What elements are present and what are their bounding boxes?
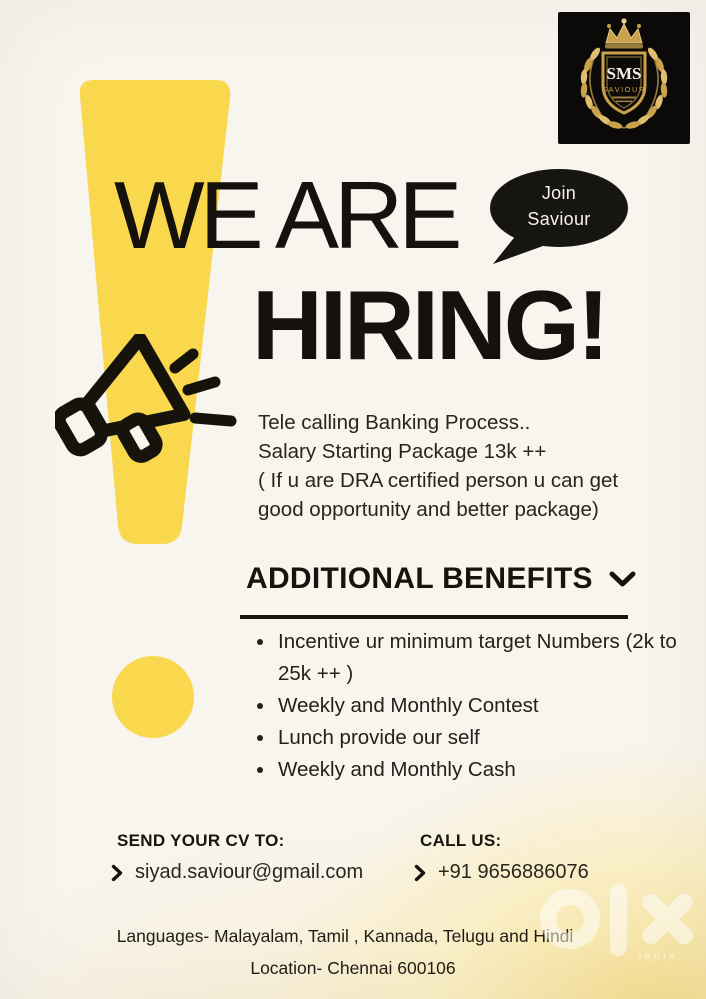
olx-watermark [540,884,705,964]
megaphone-icon [55,334,270,514]
olx-o-icon [540,889,600,949]
olx-x-icon [636,888,698,950]
cv-label: SEND YOUR CV TO: [117,831,285,850]
list-item: • Incentive ur minimum target Numbers (2k to 25k ++ ) [276,626,706,690]
exclamation-dot-shape [112,656,194,738]
benefits-list [252,626,706,786]
location-line: Location- Chennai 600106 [250,958,456,978]
bubble-line-2: Saviour [527,209,591,229]
headline-hiring: HIRING! [252,270,607,380]
languages-line: Languages- Malayalam, Tamil , Kannada, Telugu and Hindi [116,926,574,946]
headline-we-are: WE ARE [114,162,458,269]
intro-line: Tele calling Banking Process.. [258,411,531,434]
benefits-header [246,562,636,596]
sms-saviour-logo [558,12,690,144]
list-item: • Weekly and Monthly Contest [276,690,706,722]
intro-line: ( If u are DRA certified person u can get [258,469,619,492]
chevron-right-icon [414,864,426,882]
intro-line: good opportunity and better package) [258,498,599,521]
call-phone-row [414,861,589,884]
call-phone: +91 9656886076 [438,861,589,883]
benefits-title: ADDITIONAL BENEFITS [246,562,593,595]
chevron-right-icon [111,864,123,882]
cv-email: siyad.saviour@gmail.com [135,861,364,883]
intro-line: Salary Starting Package 13k ++ [258,440,547,463]
chevron-down-icon [609,571,636,588]
cv-email-row [111,861,363,884]
benefits-underline [240,615,628,619]
join-saviour-bubble [483,162,635,274]
list-item: • Lunch provide our self [276,722,706,754]
logo-acronym: SMS [606,64,642,83]
olx-bar-icon [610,884,627,956]
logo-name: SAVIOUR [602,85,646,94]
bubble-line-1: Join [541,183,577,203]
intro-text [258,408,618,524]
olx-india-label: INDIA [639,952,679,961]
list-item: • Weekly and Monthly Cash [276,754,706,786]
call-label: CALL US: [420,831,502,850]
